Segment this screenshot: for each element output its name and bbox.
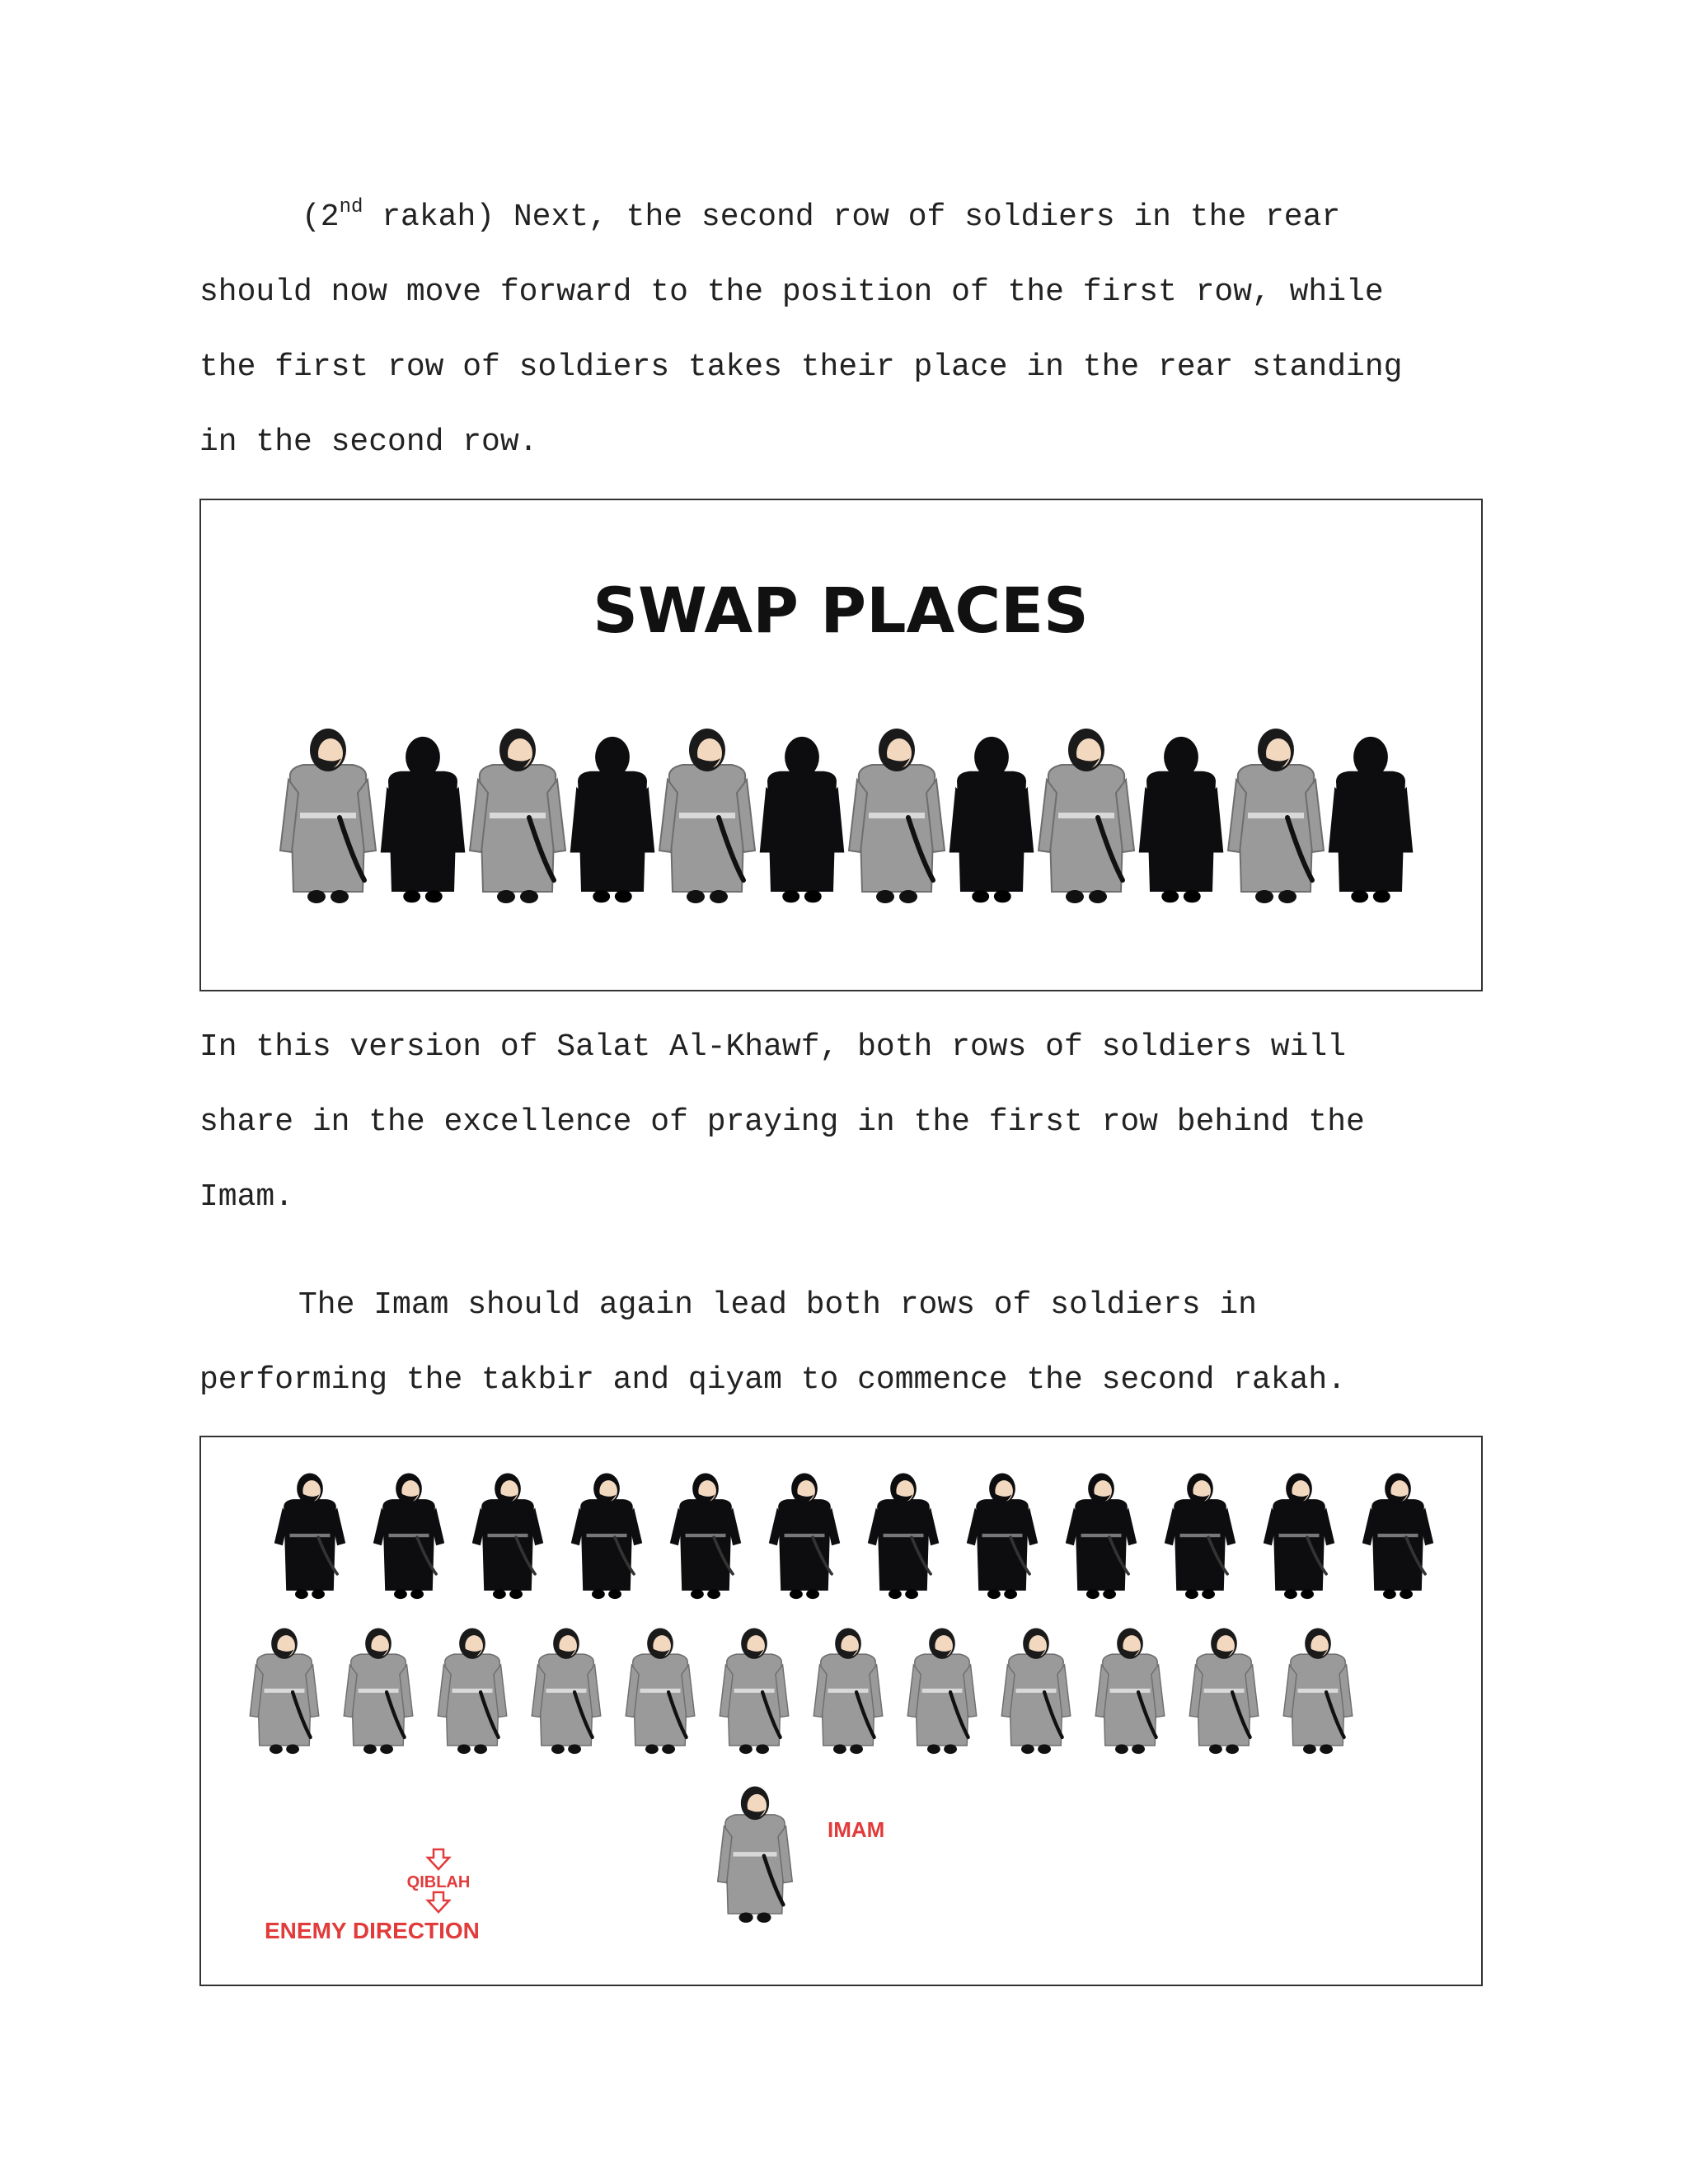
imam-figure (718, 1787, 792, 1923)
soldier-black-icon (571, 1473, 642, 1599)
soldier-black-icon (373, 1473, 444, 1599)
paragraph-imam-leads (199, 1268, 1485, 1418)
soldier-gray-icon (1228, 729, 1324, 903)
soldier-black-icon (868, 1473, 939, 1599)
paragraph-line: share in the excellence of praying in the first row behind the (199, 1104, 1365, 1140)
soldier-gray-icon (1189, 1628, 1259, 1754)
soldier-gray-icon (532, 1628, 601, 1754)
soldier-gray-icon (907, 1628, 977, 1754)
swap-places-illustration (201, 500, 1481, 990)
swap-places-figure (199, 499, 1483, 991)
paragraph-line: The Imam should again lead both rows of soldiers in (298, 1287, 1257, 1323)
soldier-gray-icon (438, 1628, 507, 1754)
qiblah-label: QIBLAH (406, 1873, 471, 1891)
soldier-black-icon (1264, 1473, 1334, 1599)
soldier-black-icon (274, 1473, 345, 1599)
soldier-black-icon (472, 1473, 543, 1599)
soldier-gray-icon (814, 1628, 883, 1754)
back-row-soldiers (274, 1473, 1433, 1599)
soldier-black-icon (967, 1473, 1038, 1599)
formation-figure (199, 1436, 1483, 1986)
imam-label: IMAM (828, 1817, 885, 1842)
soldier-black-icon (570, 737, 655, 902)
paragraph-excellence (199, 1010, 1485, 1235)
soldier-black-icon (769, 1473, 840, 1599)
paragraph-line: should now move forward to the position of the first row, while (199, 274, 1384, 310)
down-arrow-icon (428, 1849, 449, 1869)
soldier-gray-icon (1095, 1628, 1165, 1754)
soldier-black-icon (1362, 1473, 1433, 1599)
soldier-black-icon (1165, 1473, 1236, 1599)
text-fragment: (2 (302, 199, 340, 235)
swap-places-title: SWAP PLACES (593, 574, 1089, 647)
soldier-black-icon (1329, 737, 1414, 902)
paragraph-line: the first row of soldiers takes their place in the rear standing (199, 349, 1403, 385)
soldier-gray-icon (1001, 1628, 1071, 1754)
enemy-direction-label: ENEMY DIRECTION (265, 1918, 480, 1943)
soldier-gray-icon (659, 729, 755, 903)
paragraph-line: In this version of Salat Al-Khawf, both rows of soldiers will (199, 1029, 1347, 1065)
paragraph-line: Imam. (199, 1179, 294, 1215)
soldier-gray-icon (280, 729, 376, 903)
soldier-gray-icon (626, 1628, 695, 1754)
superscript-ordinal: nd (339, 196, 363, 218)
down-arrow-icon (428, 1892, 449, 1912)
soldier-gray-icon (470, 729, 565, 903)
paragraph-line (199, 180, 1485, 255)
front-row-soldiers (250, 1628, 1353, 1754)
formation-illustration (201, 1437, 1481, 1985)
soldier-gray-icon (849, 729, 945, 903)
soldier-black-icon (1066, 1473, 1137, 1599)
paragraph-line: performing the takbir and qiyam to commence the second rakah. (199, 1362, 1347, 1398)
text-fragment: rakah) Next, the second row of soldiers in the rear (363, 199, 1341, 235)
soldier-row (280, 729, 1413, 903)
soldier-gray-icon (1283, 1628, 1353, 1754)
soldier-gray-icon (344, 1628, 413, 1754)
soldier-gray-icon (718, 1787, 792, 1923)
soldier-black-icon (760, 737, 845, 902)
soldier-black-icon (381, 737, 466, 902)
soldier-gray-icon (720, 1628, 789, 1754)
soldier-black-icon (1139, 737, 1224, 902)
soldier-black-icon (950, 737, 1034, 902)
soldier-black-icon (670, 1473, 741, 1599)
paragraph-line: in the second row. (199, 424, 538, 460)
soldier-gray-icon (250, 1628, 319, 1754)
paragraph-second-rakah (199, 180, 1485, 480)
soldier-gray-icon (1039, 729, 1134, 903)
